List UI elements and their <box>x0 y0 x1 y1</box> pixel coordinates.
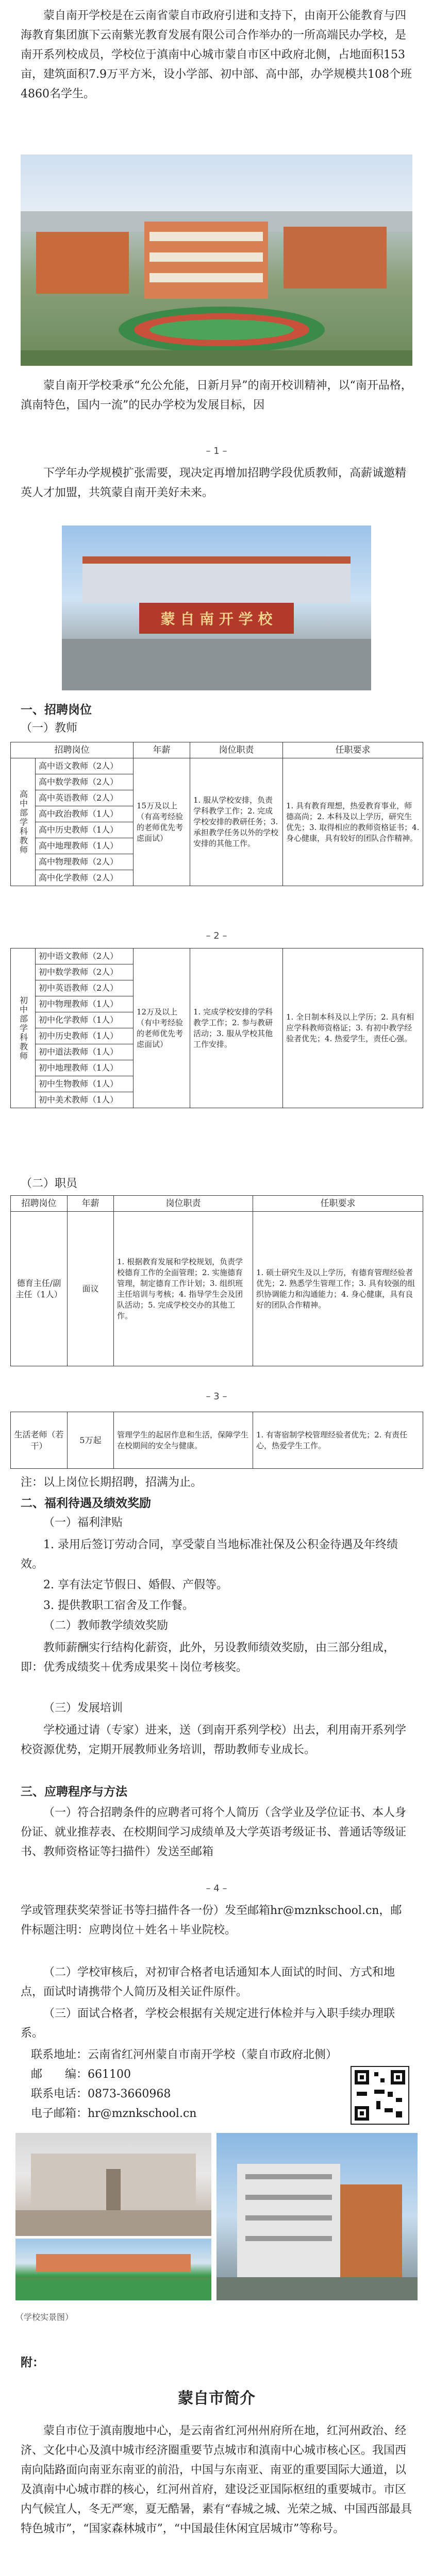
staff-requirement-cell: 1. 硕士研究生及以上学历，有德育管理经验者优先；2. 熟悉学生管理工作；3. 具有较强的组织协调能力和沟通能力；4. 身心健康，具有良好的团队合作精神。 <box>253 1212 423 1366</box>
intro-paragraph-1: 蒙自南开学校是在云南省蒙自市政府引进和支持下，由南开公能教育与四海教育集团旗下云南紫光教育发展有限公司合作举办的一所高端民办学校，是南开系列校成员，学校位于滇南中心城市蒙自市区中政府北侧，占地面积153亩，建筑面积7.9万平方米，设小学部、初中部、高中部，办学规模共108个班4860名学生。 <box>21 9 412 100</box>
photo-caption: （学校实景图） <box>15 2312 74 2322</box>
procedure-paragraph-2: 学或管理获奖荣誉证书等扫描件各一份）发至邮箱hr@mznkschool.cn，邮件标题注明：应聘岗位＋姓名＋毕业院校。 <box>21 1904 402 1937</box>
position-cell: 高中化学教师（2人） <box>36 870 134 886</box>
mid-salary-cell: 12万及以上（有中考经验的老师优先考虑面试） <box>134 948 190 1108</box>
benefit-item-2: 2. 享有法定节假日、婚假、产假等。 <box>43 1579 228 1591</box>
mid-duty-cell: 1. 完成学校安排的学科教学工作；2. 参与教研活动；3. 服从学校其他工作安排。 <box>190 948 283 1108</box>
position-cell: 初中英语教师（2人） <box>36 980 134 996</box>
page-number-3: – 3 – <box>206 1391 227 1402</box>
staff-duty-cell: 1. 根据教育发展和学校规划，负责学校德育工作的全面管理；2. 实施德育管理，制定德育工作计划；3. 组织班主任培训与考核；4. 指导学生会及团队活动；5. 完成学校交办的其他工作。 <box>114 1212 253 1366</box>
position-cell: 高中地理教师（1人） <box>36 838 134 854</box>
contact-phone-value: 0873-3660968 <box>88 2088 171 2100</box>
header-position: 招聘岗位 <box>11 1196 68 1212</box>
header-duty: 岗位职责 <box>114 1196 253 1212</box>
training-subtitle: （三）发展培训 <box>43 1702 123 1715</box>
position-cell: 高中英语教师（2人） <box>36 790 134 806</box>
contact-email-value[interactable]: hr@mznkschool.cn <box>88 2107 197 2120</box>
contact-address <box>31 2045 337 2065</box>
contact-zip-label: 邮 编： <box>31 2068 88 2081</box>
header-requirement: 任职要求 <box>253 1196 423 1212</box>
high-requirement-cell: 1. 具有教育理想，热爱教育事业，师德高尚；2. 本科及以上学历，研究生优先；3. 取得相应的教师资格证书；4. 身心健康，具有较好的团队合作精神。 <box>283 758 423 886</box>
header-position: 招聘岗位 <box>11 742 134 758</box>
high-duty-cell: 1. 服从学校安排，负责学科教学工作；2. 完成学校安排的教研任务；3. 承担教学任务以外的学校安排的其他工作。 <box>190 758 283 886</box>
contact-phone <box>31 2084 171 2104</box>
contact-email-label: 电子邮箱： <box>31 2107 88 2120</box>
position-cell: 初中化学教师（1人） <box>36 1012 134 1028</box>
position-cell: 初中历史教师（1人） <box>36 1028 134 1044</box>
procedure-paragraph-4: （三）面试合格者，学校会根据有关规定进行体检并与入职手续办理联系。 <box>21 2007 395 2040</box>
high-school-group-label: 高中部学科教师 <box>18 789 28 855</box>
staff-position-cell: 生活老师（若干） <box>11 1412 68 1469</box>
contact-address-label: 联系地址： <box>31 2048 88 2061</box>
position-cell: 初中数学教师（2人） <box>36 964 134 980</box>
benefit-item-3: 3. 提供教职工宿舍及工作餐。 <box>43 1599 194 1612</box>
position-cell: 初中语文教师（2人） <box>36 948 134 964</box>
staff-requirement-cell: 1. 有寄宿制学校管理经验者优先；2. 有责任心，热爱学生工作。 <box>253 1412 423 1469</box>
campus-photo-field <box>15 2239 211 2300</box>
appendix-label: 附： <box>21 2355 44 2369</box>
table-header-row <box>11 742 423 758</box>
page-number-1: – 1 – <box>206 446 227 456</box>
recruitment-note: 注：以上岗位长期招聘，招满为止。 <box>21 1476 203 1489</box>
contact-address-value: 云南省红河州蒙自市南开学校（蒙自市政府北侧） <box>88 2048 338 2061</box>
staff-positions-table <box>10 1195 423 1366</box>
qr-code <box>351 2066 409 2125</box>
performance-paragraph: 教师薪酬实行结构化薪资，此外，另设教师绩效奖励，由三部分组成，即：优秀成绩奖＋优秀成果奖＋岗位考核奖。 <box>21 1641 395 1674</box>
section-1-title: 一、招聘岗位 <box>21 703 92 717</box>
qr-code-graphic <box>352 2067 408 2124</box>
position-cell: 初中生物教师（1人） <box>36 1076 134 1092</box>
staff-salary-cell: 面议 <box>68 1212 114 1366</box>
header-duty: 岗位职责 <box>190 742 283 758</box>
header-salary: 年薪 <box>134 742 190 758</box>
position-cell: 高中物理教师（2人） <box>36 854 134 870</box>
campus-gate-photo <box>62 526 371 690</box>
table-row <box>11 758 423 774</box>
middle-school-group-label: 初中部学科教师 <box>18 995 28 1061</box>
page-number-2: – 2 – <box>206 930 227 941</box>
teachers-subtitle: （一）教师 <box>21 722 78 735</box>
campus-gate-sign: 蒙 自 南 开 学 校 <box>160 611 273 628</box>
intro-paragraph-2: 蒙自南开学校秉承“允公允能，日新月异”的南开校训精神，以“南开品格，滇南特色，国内一流”的民办学校为发展目标，因 <box>21 379 412 412</box>
header-salary: 年薪 <box>68 1196 114 1212</box>
campus-photo-building <box>216 2133 418 2300</box>
staff-positions-table-continued <box>10 1412 423 1469</box>
benefits-subtitle: （一）福利津贴 <box>43 1516 123 1529</box>
city-paragraph-1: 蒙自市位于滇南腹地中心，是云南省红河州州府所在地，红河州政治、经济、文化中心及滇中城市经济圈重要节点城市和滇南中心城市核心区。我国西南向陆路面向南亚东南亚的前沿，中国与东南亚、南亚的重要国际大通道，以及滇南中心城市群的核心，红河州首府，建设泛亚国际枢纽的重要城市。市区内气候宜人，冬无严寒，夏无酷暑，素有“春城之城、光荣之城、中国西部最具特色城市”，“国家森林城市”，“中国最佳休闲宜居城市”等称号。 <box>21 2425 412 2535</box>
procedure-paragraph-1: （一）符合招聘条件的应聘者可将个人简历（含学业及学位证书、本人身份证、就业推荐表、在校期间学习成绩单及大学英语考级证书、普通话等级证书、教师资格证等扫描件）发送至邮箱 <box>21 1806 407 1858</box>
sports-field-illustration <box>15 2239 211 2300</box>
table-row <box>11 1412 423 1469</box>
contact-email <box>31 2104 196 2124</box>
page-number-4: – 4 – <box>206 1883 227 1894</box>
section-2-title: 二、福利待遇及绩效奖励 <box>21 1496 151 1510</box>
position-cell: 高中历史教师（1人） <box>36 822 134 838</box>
staff-position-cell: 德育主任/副主任（1人） <box>11 1212 68 1366</box>
statue-illustration <box>15 2133 211 2236</box>
teacher-positions-table <box>10 742 423 886</box>
campus-aerial-photo <box>21 155 412 366</box>
table-header-row <box>11 1196 423 1212</box>
contact-zip-value: 661100 <box>88 2068 131 2081</box>
position-cell: 初中美术教师（1人） <box>36 1092 134 1108</box>
position-cell: 初中地理教师（1人） <box>36 1060 134 1076</box>
benefit-item-1: 1. 录用后签订劳动合同，享受蒙自当地标准社保及公积金待遇及年终绩效。 <box>21 1538 398 1571</box>
campus-aerial-illustration <box>21 155 412 366</box>
mid-requirement-cell: 1. 全日制本科及以上学历；2. 具有相应学科教师资格证；3. 有初中教学经验者优先；4. 热爱学生，责任心强。 <box>283 948 423 1108</box>
header-requirement: 任职要求 <box>283 742 423 758</box>
campus-photo-statue <box>15 2133 211 2236</box>
contact-phone-label: 联系电话： <box>31 2088 88 2100</box>
procedure-paragraph-3: （二）学校审核后，对初审合格者电话通知本人面试的时间、方式和地点，面试时请携带个人简历及相关证件原件。 <box>21 1966 395 1998</box>
staff-subtitle: （二）职员 <box>21 1177 78 1190</box>
building-illustration <box>216 2133 418 2300</box>
position-cell: 初中道法教师（1人） <box>36 1044 134 1060</box>
table-row <box>11 1212 423 1366</box>
section-3-title: 三、应聘程序与方法 <box>21 1785 127 1799</box>
middle-school-positions-table <box>10 948 423 1108</box>
training-paragraph: 学校通过请（专家）进来，送（到南开系列学校）出去，利用南开系列学校资源优势，定期开展教师业务培训，帮助教师专业成长。 <box>21 1724 407 1756</box>
position-cell: 高中语文教师（2人） <box>36 758 134 774</box>
city-intro-title: 蒙自市简介 <box>178 2389 255 2408</box>
contact-zip <box>31 2065 131 2084</box>
position-cell: 初中物理教师（1人） <box>36 996 134 1012</box>
table-row <box>11 948 423 964</box>
position-cell: 高中政治教师（1人） <box>36 806 134 822</box>
high-salary-cell: 15万及以上（有高考经验的老师优先考虑面试） <box>134 758 190 886</box>
position-cell: 高中数学教师（2人） <box>36 774 134 790</box>
performance-subtitle: （二）教师教学绩效奖励 <box>43 1619 169 1632</box>
recruit-intro-paragraph: 下学年办学规模扩张需要，现决定再增加招聘学段优质教师，高薪诚邀精英人才加盟，共筑蒙自南开美好未来。 <box>21 467 407 499</box>
staff-duty-cell: 管理学生的起居作息和生活，保障学生在校期间的安全与健康。 <box>114 1412 253 1469</box>
staff-salary-cell: 5万起 <box>68 1412 114 1469</box>
